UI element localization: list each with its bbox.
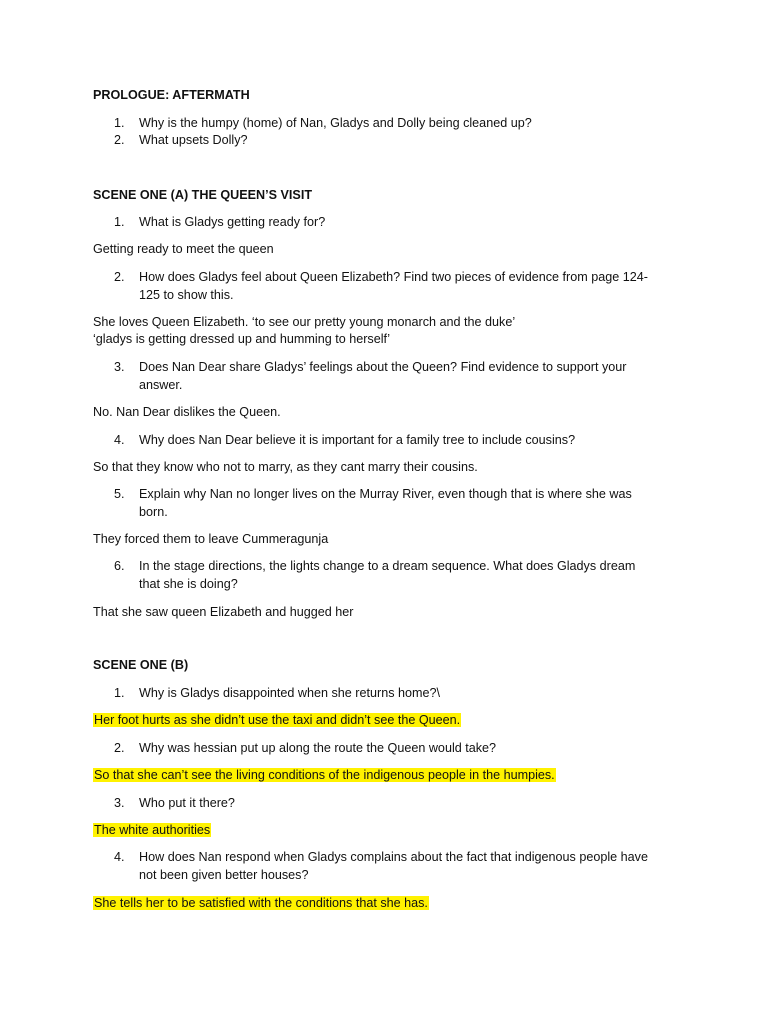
highlighted-answer — [93, 894, 429, 912]
question-number: 2. — [114, 741, 125, 755]
question-text: What is Gladys getting ready for? — [139, 215, 326, 229]
answer-text: The white authorities — [94, 823, 211, 837]
question-number: 4. — [114, 850, 125, 864]
answer-text: So that she can’t see the living conditions of the indigenous people in the humpies. — [94, 768, 555, 782]
answer-text: She tells her to be satisfied with the conditions that she has. — [94, 896, 428, 910]
question-text: Why is Gladys disappointed when she returns home?\ — [139, 686, 441, 700]
answer-text: Getting ready to meet the queen — [93, 242, 274, 256]
highlighted-answer — [93, 711, 461, 729]
question-number: 1. — [114, 116, 125, 130]
question-text: In the stage directions, the lights change to a dream sequence. What does Gladys dream — [139, 559, 636, 573]
scene-one-b-heading: SCENE ONE (B) — [93, 658, 189, 672]
question-text: Why is the humpy (home) of Nan, Gladys and Dolly being cleaned up? — [139, 116, 532, 130]
question-number: 3. — [114, 360, 125, 374]
scene-one-a-heading: SCENE ONE (A) THE QUEEN’S VISIT — [93, 188, 313, 202]
question-number: 6. — [114, 559, 125, 573]
question-text: Who put it there? — [139, 796, 235, 810]
question-text: What upsets Dolly? — [139, 133, 248, 147]
question-text: 125 to show this. — [139, 288, 234, 302]
answer-text: ‘gladys is getting dressed up and humming to herself’ — [93, 332, 391, 346]
question-text: How does Nan respond when Gladys complains about the fact that indigenous people have — [139, 850, 648, 864]
question-text: not been given better houses? — [139, 868, 309, 882]
question-number: 2. — [114, 270, 125, 284]
answer-text: They forced them to leave Cummeragunja — [93, 532, 329, 546]
question-text: Does Nan Dear share Gladys’ feelings about the Queen? Find evidence to support your — [139, 360, 627, 374]
question-number: 1. — [114, 686, 125, 700]
question-text: that she is doing? — [139, 577, 238, 591]
question-text: How does Gladys feel about Queen Elizabeth? Find two pieces of evidence from page 124- — [139, 270, 648, 284]
answer-text: Her foot hurts as she didn’t use the taxi and didn’t see the Queen. — [94, 713, 461, 727]
question-text: Explain why Nan no longer lives on the Murray River, even though that is where she was — [139, 487, 632, 501]
highlighted-answer — [93, 766, 556, 784]
answer-text: So that they know who not to marry, as they cant marry their cousins. — [93, 460, 478, 474]
answer-text: She loves Queen Elizabeth. ‘to see our pretty young monarch and the duke’ — [93, 315, 516, 329]
question-number: 4. — [114, 433, 125, 447]
question-number: 5. — [114, 487, 125, 501]
question-text: answer. — [139, 378, 183, 392]
answer-text: That she saw queen Elizabeth and hugged her — [93, 605, 354, 619]
prologue-heading: PROLOGUE: AFTERMATH — [93, 88, 250, 102]
answer-text: No. Nan Dear dislikes the Queen. — [93, 405, 281, 419]
question-text: born. — [139, 505, 168, 519]
highlighted-answer — [93, 821, 211, 839]
question-text: Why was hessian put up along the route the Queen would take? — [139, 741, 497, 755]
question-number: 2. — [114, 133, 125, 147]
question-text: Why does Nan Dear believe it is important for a family tree to include cousins? — [139, 433, 576, 447]
question-number: 3. — [114, 796, 125, 810]
question-number: 1. — [114, 215, 125, 229]
